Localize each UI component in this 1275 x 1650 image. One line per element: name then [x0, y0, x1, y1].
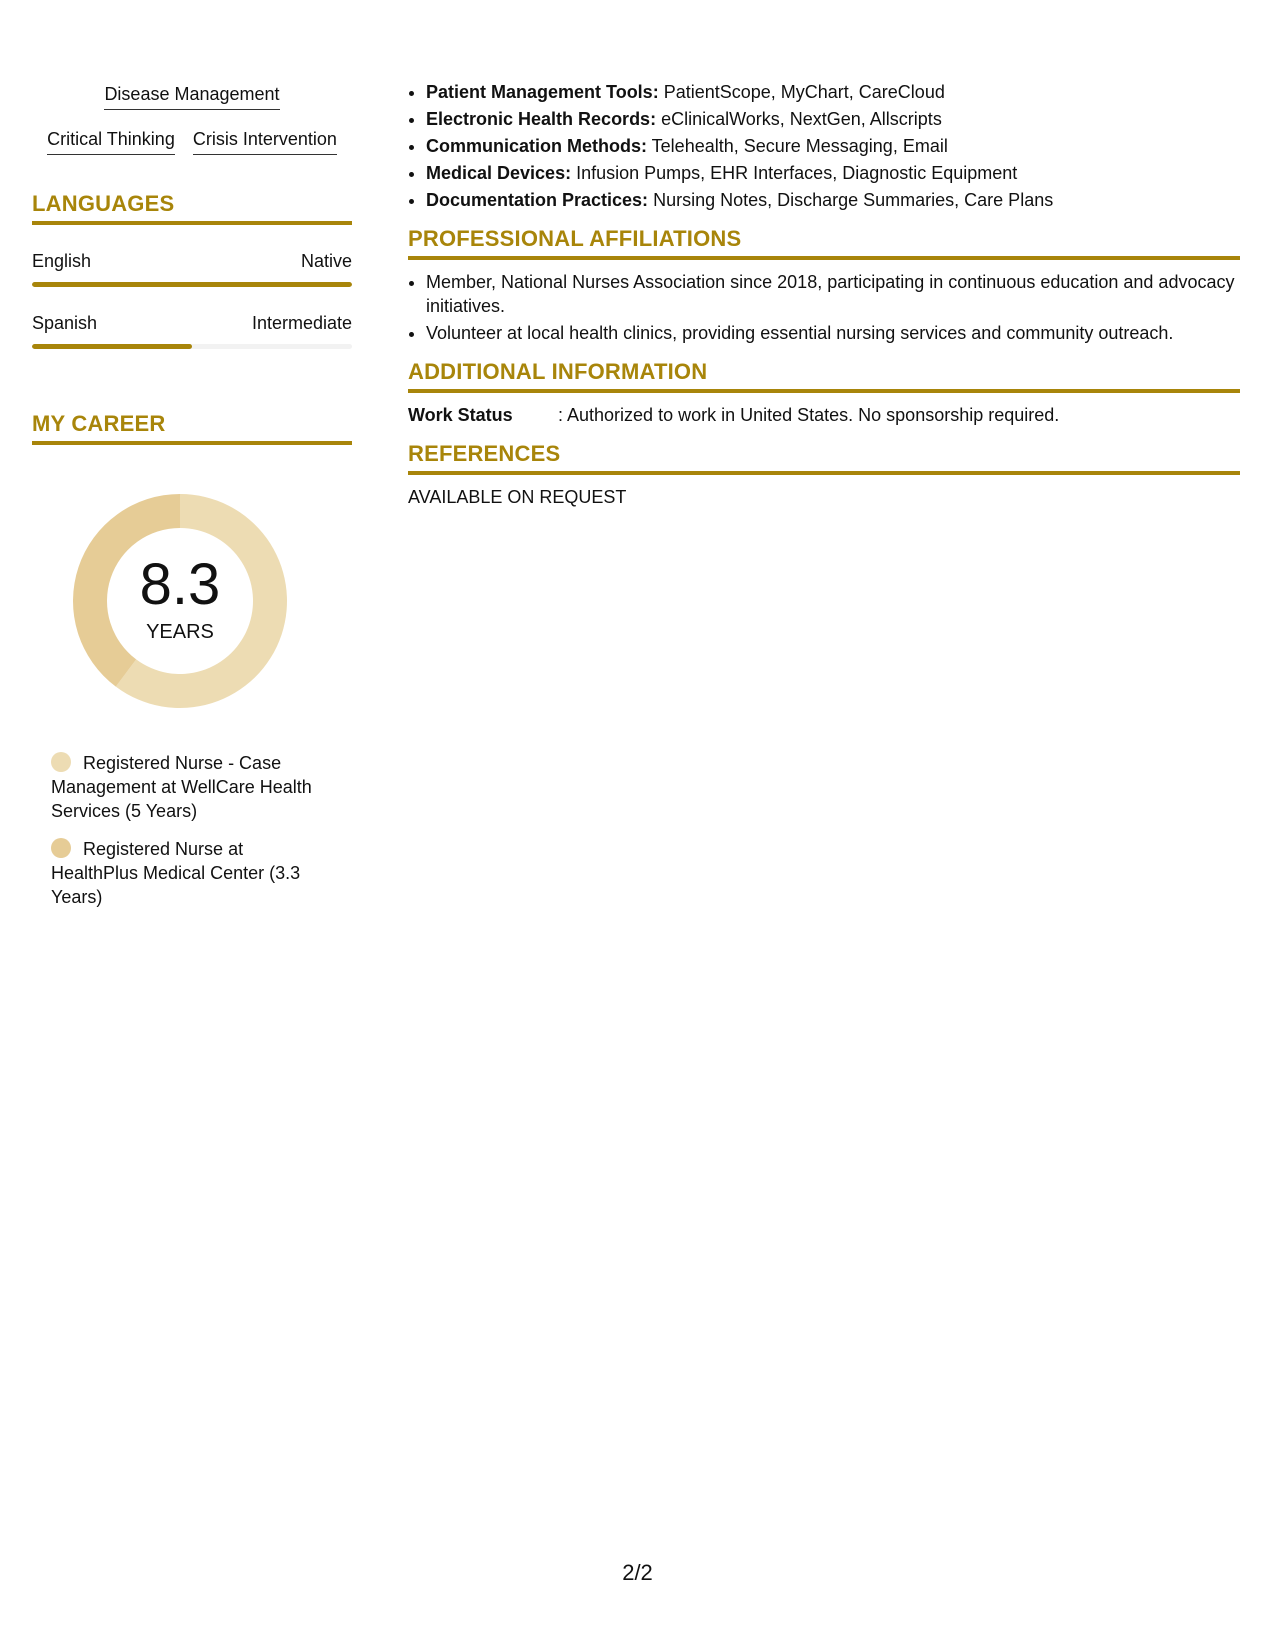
- career-legend-item: [51, 837, 333, 909]
- legend-dot-icon: [51, 838, 71, 858]
- language-bar: [32, 282, 352, 287]
- affiliation-item: • Member, National Nurses Association since 2018, participating in continuous education and advocacy initiatives.: [426, 270, 1240, 318]
- work-status-value: : Authorized to work in United States. No sponsorship required.: [558, 405, 1060, 425]
- legend-dot-icon: [51, 752, 71, 772]
- skill-tag: Critical Thinking: [47, 127, 175, 155]
- career-total-value: 8.3: [139, 552, 221, 617]
- language-bar-fill: [32, 282, 352, 287]
- tools-item: [426, 134, 1240, 158]
- career-heading: MY CAREER: [32, 411, 352, 445]
- tools-item-value: Nursing Notes, Discharge Summaries, Care Plans: [648, 190, 1054, 210]
- language-name: Spanish: [32, 313, 98, 333]
- skill-row: [32, 82, 352, 110]
- languages-heading: LANGUAGES: [32, 191, 352, 225]
- tools-item-value: Infusion Pumps, EHR Interfaces, Diagnostic Equipment: [571, 163, 1018, 183]
- language-level: Native: [300, 251, 352, 271]
- languages-list: [32, 249, 352, 349]
- references-heading: REFERENCES: [408, 441, 1240, 475]
- tools-list: [408, 80, 1240, 212]
- references-text: AVAILABLE ON REQUEST: [408, 487, 627, 507]
- tools-item: [426, 161, 1240, 185]
- tools-item-label: Medical Devices:: [426, 163, 572, 183]
- left-column: [32, 82, 352, 923]
- language-level: Intermediate: [251, 313, 352, 333]
- additional-info-heading: ADDITIONAL INFORMATION: [408, 359, 1240, 393]
- tools-item-label: Electronic Health Records:: [426, 109, 657, 129]
- tools-item: [426, 80, 1240, 104]
- language-bar-fill: [32, 344, 192, 349]
- language-bar: [32, 344, 352, 349]
- affiliation-item: • Volunteer at local health clinics, providing essential nursing services and community outreach.: [426, 321, 1240, 345]
- career-total-unit: YEARS: [146, 621, 214, 643]
- work-status-label: Work Status: [408, 405, 513, 425]
- language-item: [32, 311, 352, 349]
- career-donut: [64, 485, 296, 717]
- tools-item: [426, 188, 1240, 212]
- skill-row: [32, 127, 352, 155]
- page-number: 2/2: [622, 1560, 653, 1585]
- tools-item-label: Documentation Practices:: [426, 190, 649, 210]
- career-legend-label: Registered Nurse at HealthPlus Medical Center (3.3 Years): [51, 839, 301, 907]
- affiliations-heading: PROFESSIONAL AFFILIATIONS: [408, 226, 1240, 260]
- tools-item: [426, 107, 1240, 131]
- language-item: [32, 249, 352, 287]
- career-legend-item: [51, 751, 333, 823]
- skill-tag: Crisis Intervention: [193, 127, 337, 155]
- career-legend-label: Registered Nurse - Case Management at WellCare Health Services (5 Years): [51, 753, 312, 821]
- work-status-row: [408, 403, 1240, 427]
- affiliations-list: [408, 270, 1240, 345]
- tools-item-label: Communication Methods:: [426, 136, 647, 156]
- career-legend: [51, 751, 333, 909]
- tools-item-value: Telehealth, Secure Messaging, Email: [647, 136, 948, 156]
- tools-item-label: Patient Management Tools:: [426, 82, 659, 102]
- skill-tag: Disease Management: [104, 82, 279, 110]
- right-column: [408, 80, 1240, 509]
- tools-item-value: PatientScope, MyChart, CareCloud: [658, 82, 945, 102]
- skills-tags: [32, 82, 352, 155]
- language-name: English: [32, 251, 92, 271]
- tools-item-value: eClinicalWorks, NextGen, Allscripts: [656, 109, 942, 129]
